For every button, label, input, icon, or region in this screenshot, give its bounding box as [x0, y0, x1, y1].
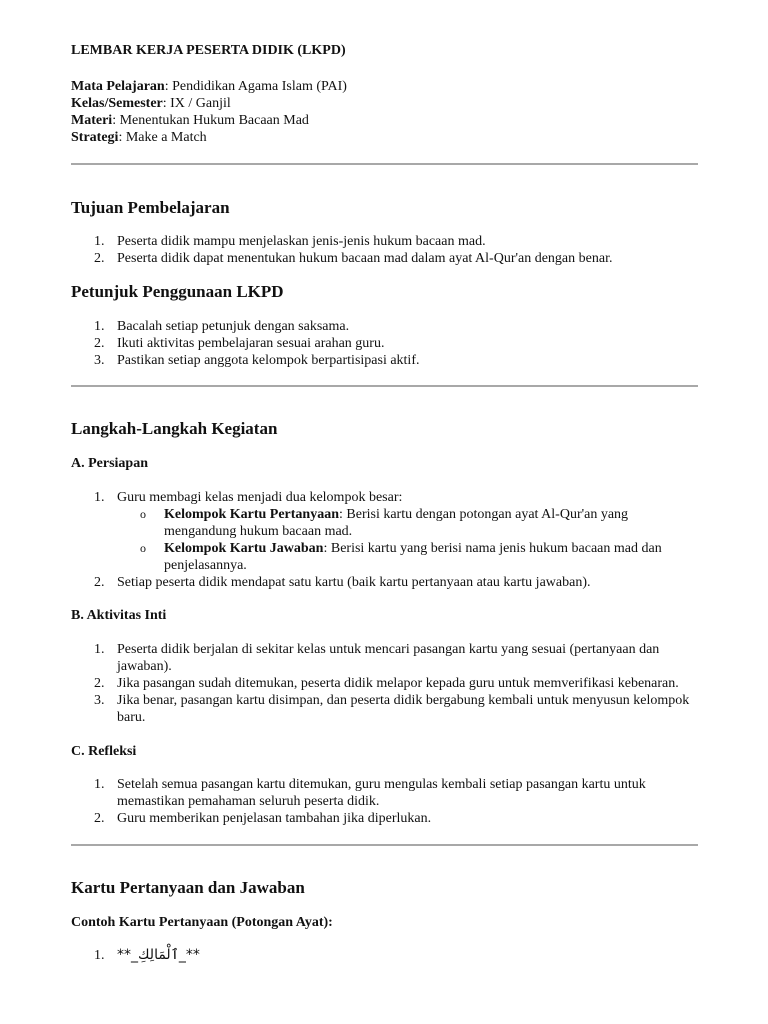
list-item: [71, 352, 698, 369]
kartu-list: [71, 947, 698, 964]
inti-list: [71, 641, 698, 726]
list-item: [71, 675, 698, 692]
list-item: [71, 810, 698, 827]
list-item-text: Peserta didik mampu menjelaskan jenis-jenis hukum bacaan mad.: [117, 234, 486, 249]
section-heading-tujuan: Tujuan Pembelajaran: [71, 198, 230, 217]
persiapan-list: [71, 489, 698, 591]
section-divider: [71, 844, 698, 846]
list-item-text: Setelah semua pasangan kartu ditemukan, guru mengulas kembali setiap pasangan kartu untuk memastikan pemahaman seluruh peserta didik.: [117, 777, 646, 809]
list-item-text: Jika pasangan sudah ditemukan, peserta didik melapor kepada guru untuk memverifikasi kebenaran.: [117, 676, 679, 691]
list-number: 2.: [94, 811, 105, 826]
list-item-text: Peserta didik berjalan di sekitar kelas untuk mencari pasangan kartu yang sesuai (pertanyaan dan jawaban).: [117, 642, 660, 674]
meta-class-semester: [71, 95, 698, 112]
list-item-text: Bacalah setiap petunjuk dengan saksama.: [117, 319, 350, 334]
list-item: [71, 233, 698, 250]
meta-value: : IX / Ganjil: [162, 96, 231, 111]
list-item-text: Peserta didik dapat menentukan hukum bacaan mad dalam ayat Al-Qur'an dengan benar.: [117, 251, 613, 266]
list-item: [71, 692, 698, 726]
sublist-text: : Berisi kartu dengan potongan ayat Al-Qur'an yang mengandung hukum bacaan mad.: [164, 507, 629, 539]
list-number: 2.: [94, 575, 105, 590]
meta-label: Mata Pelajaran: [71, 79, 165, 94]
list-number: 2.: [94, 676, 105, 691]
sublist-label: Kelompok Kartu Jawaban: [164, 541, 324, 556]
meta-material: [71, 112, 698, 129]
meta-strategy: [71, 129, 698, 146]
list-item: [71, 489, 698, 574]
list-item: [71, 641, 698, 675]
list-item: [71, 335, 698, 352]
subsection-heading-contoh-kartu: Contoh Kartu Pertanyaan (Potongan Ayat):: [71, 915, 333, 930]
lkpd-document: [71, 42, 698, 964]
list-number: 2.: [94, 251, 105, 266]
list-number: 1.: [94, 777, 105, 792]
meta-block: [71, 78, 698, 146]
meta-label: Strategi: [71, 130, 119, 145]
list-item: [71, 574, 698, 591]
section-divider: [71, 163, 698, 165]
meta-label: Kelas/Semester: [71, 96, 163, 111]
list-number: 2.: [94, 336, 105, 351]
subsection-heading-refleksi: C. Refleksi: [71, 744, 137, 759]
list-number: 1.: [94, 319, 105, 334]
sublist-text: : Berisi kartu yang berisi nama jenis hukum bacaan mad dan penjelasannya.: [164, 541, 662, 573]
list-item: [71, 947, 698, 964]
petunjuk-list: [71, 318, 698, 369]
meta-subject: [71, 78, 698, 95]
sublist-label: Kelompok Kartu Pertanyaan: [164, 507, 339, 522]
subsection-heading-persiapan: A. Persiapan: [71, 456, 148, 471]
list-item-text: Pastikan setiap anggota kelompok berpartisipasi aktif.: [117, 353, 420, 368]
list-item-text: Ikuti aktivitas pembelajaran sesuai arahan guru.: [117, 336, 385, 351]
document-title: LEMBAR KERJA PESERTA DIDIK (LKPD): [71, 43, 346, 58]
meta-value: : Make a Match: [118, 130, 207, 145]
meta-label: Materi: [71, 113, 113, 128]
list-item-text: Guru membagi kelas menjadi dua kelompok besar:: [117, 490, 403, 505]
list-item: [71, 318, 698, 335]
section-heading-petunjuk: Petunjuk Penggunaan LKPD: [71, 282, 284, 301]
subsection-heading-inti: B. Aktivitas Inti: [71, 608, 167, 623]
meta-value: : Pendidikan Agama Islam (PAI): [164, 79, 347, 94]
list-number: 3.: [94, 353, 105, 368]
group-sublist: [117, 506, 698, 574]
sublist-item: [117, 540, 698, 574]
section-heading-kartu: Kartu Pertanyaan dan Jawaban: [71, 878, 305, 897]
list-number: 3.: [94, 693, 105, 708]
tujuan-list: [71, 233, 698, 267]
list-number: 1.: [94, 948, 105, 963]
arabic-verse-fragment: **_ٱلْمَالِكِ_**: [117, 947, 200, 963]
list-item: [71, 776, 698, 810]
list-item-text: Setiap peserta didik mendapat satu kartu (baik kartu pertanyaan atau kartu jawaban).: [117, 575, 591, 590]
list-item-text: Jika benar, pasangan kartu disimpan, dan peserta didik bergabung kembali untuk menyusun kelompok baru.: [117, 693, 690, 725]
refleksi-list: [71, 776, 698, 827]
list-item-text: Guru memberikan penjelasan tambahan jika diperlukan.: [117, 811, 432, 826]
section-heading-langkah: Langkah-Langkah Kegiatan: [71, 419, 278, 438]
list-number: 1.: [94, 234, 105, 249]
list-number: 1.: [94, 642, 105, 657]
section-divider: [71, 385, 698, 387]
list-number: 1.: [94, 490, 105, 505]
list-item: [71, 250, 698, 267]
meta-value: : Menentukan Hukum Bacaan Mad: [112, 113, 309, 128]
sublist-item: [117, 506, 698, 540]
bullet-marker: o: [140, 507, 146, 521]
bullet-marker: o: [140, 541, 146, 555]
